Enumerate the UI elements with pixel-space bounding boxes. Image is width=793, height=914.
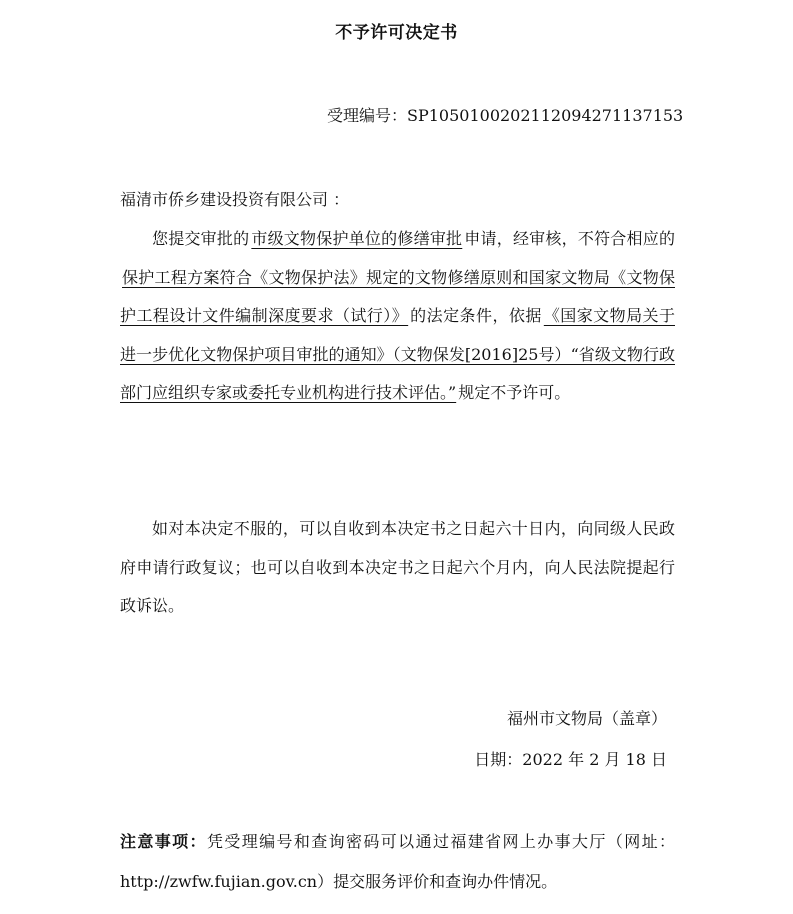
non-compliance-reason-field: 保护工程方案符合《文物保护法》规定的文物修缮原则和国家文物局《文物保护工程设计文件编制深度要求（试行）》 xyxy=(120,267,675,325)
decision-paragraph xyxy=(120,220,675,413)
notice-text: 凭受理编号和查询密码可以通过福建省网上办事大厅（网址：http://zwfw.fujian.gov.cn）提交服务评价和查询办件情况。 xyxy=(120,832,675,891)
acceptance-number-line xyxy=(327,103,683,126)
addressee: 福清市侨乡建设投资有限公司 ： xyxy=(120,190,350,209)
issue-date-line xyxy=(474,747,667,770)
issue-date-label: 日期： xyxy=(474,750,523,769)
document-title: 不予许可决定书 xyxy=(335,23,458,43)
acceptance-number-value: SP1050100202112094271137153 xyxy=(407,106,684,125)
legal-basis-field: 《国家文物局关于进一步优化文物保护项目审批的通知》（文物保发[2016]25号）“省级文物行政部门应组织专家或委托专业机构进行技术评估。” xyxy=(120,306,675,402)
paragraph-text: 申请，经审核，不符合相应的 xyxy=(464,229,675,248)
approval-item-field: 市级文物保护单位的修缮审批 xyxy=(251,229,463,248)
issue-date-value: 2022 年 2 月 18 日 xyxy=(522,750,667,769)
notice-label: 注意事项： xyxy=(120,832,207,851)
paragraph-text: 规定不予许可。 xyxy=(458,383,571,402)
paragraph-text: 您提交审批的 xyxy=(152,229,250,248)
paragraph-text: 的法定条件，依据 xyxy=(410,306,542,325)
issuing-authority: 福州市文物局（盖章） xyxy=(506,709,667,728)
appeal-paragraph: 如对本决定不服的，可以自收到本决定书之日起六十日内，向同级人民政府申请行政复议；也可以自收到本决定书之日起六个月内，向人民法院提起行政诉讼。 xyxy=(120,519,675,615)
acceptance-number-label: 受理编号： xyxy=(327,106,408,125)
notice-section xyxy=(120,822,675,902)
